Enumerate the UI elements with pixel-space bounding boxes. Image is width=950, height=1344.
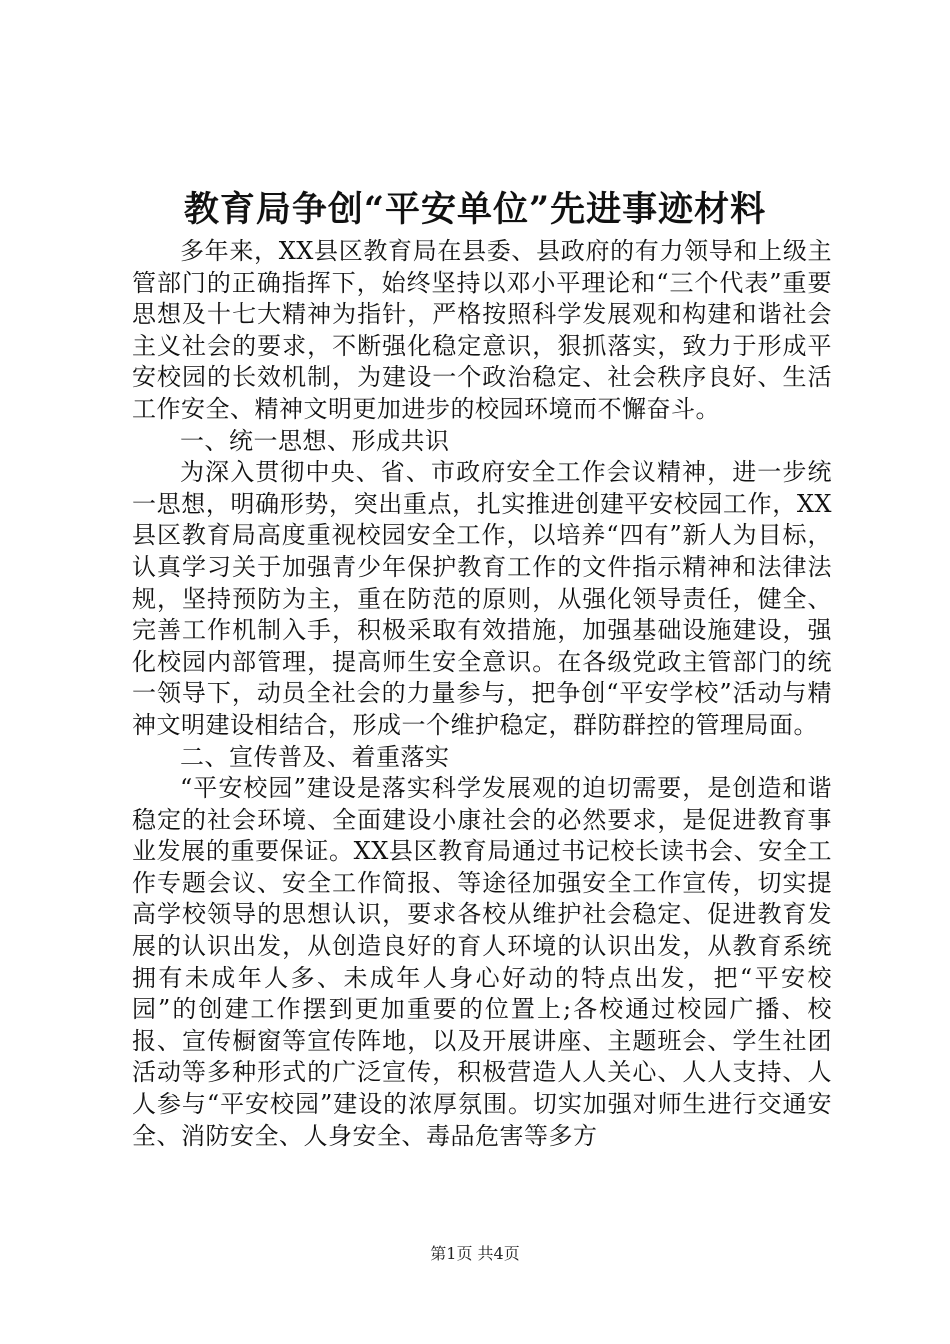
paragraph-section-1: 为深入贯彻中央、省、市政府安全工作会议精神，进一步统一思想，明确形势，突出重点，扎实推进创建平安校园工作，XX县区教育局高度重视校园安全工作，以培养“四有”新人为目标，认真学习关于加强青少年保护教育工作的文件指示精神和法律法规，坚持预防为主，重在防范的原则，从强化领导责任，健全、完善工作机制入手，积极采取有效措施，加强基础设施建设，强化校园内部管理，提高师生安全意识。在各级党政主管部门的统一领导下，动员全社会的力量参与，把争创“平安学校”活动与精神文明建设相结合，形成一个维护稳定，群防群控的管理局面。: [132, 458, 832, 739]
paragraph-section-2: “平安校园”建设是落实科学发展观的迫切需要，是创造和谐稳定的社会环境、全面建设小康社会的必然要求，是促进教育事业发展的重要保证。XX县区教育局通过书记校长读书会、安全工作专题会议、安全工作简报、等途径加强安全工作宣传，切实提高学校领导的思想认识，要求各校从维护社会稳定、促进教育发展的认识出发，从创造良好的育人环境的认识出发，从教育系统拥有未成年人多、未成年人身心好动的特点出发，把“平安校园”的创建工作摆到更加重要的位置上;各校通过校园广播、校报、宣传橱窗等宣传阵地，以及开展讲座、主题班会、学生社团活动等多种形式的广泛宣传，积极营造人人关心、人人支持、人人参与“平安校园”建设的浓厚氛围。切实加强对师生进行交通安全、消防安全、人身安全、毒品危害等多方: [132, 774, 832, 1150]
paragraph-intro: 多年来，XX县区教育局在县委、县政府的有力领导和上级主管部门的正确指挥下，始终坚持以邓小平理论和“三个代表”重要思想及十七大精神为指针，严格按照科学发展观和构建和谐社会主义社会的要求，不断强化稳定意识，狠抓落实，致力于形成平安校园的长效机制，为建设一个政治稳定、社会秩序良好、生活工作安全、精神文明更加进步的校园环境而不懈奋斗。: [132, 237, 832, 423]
document-body: [132, 236, 832, 1152]
page-footer: 第1页 共4页: [430, 1244, 520, 1263]
section-heading-2: 二、宣传普及、着重落实: [180, 742, 450, 771]
section-heading-1: 一、统一思想、形成共识: [180, 426, 450, 455]
document-title: 教育局争创“平安单位”先进事迹材料: [183, 189, 767, 230]
